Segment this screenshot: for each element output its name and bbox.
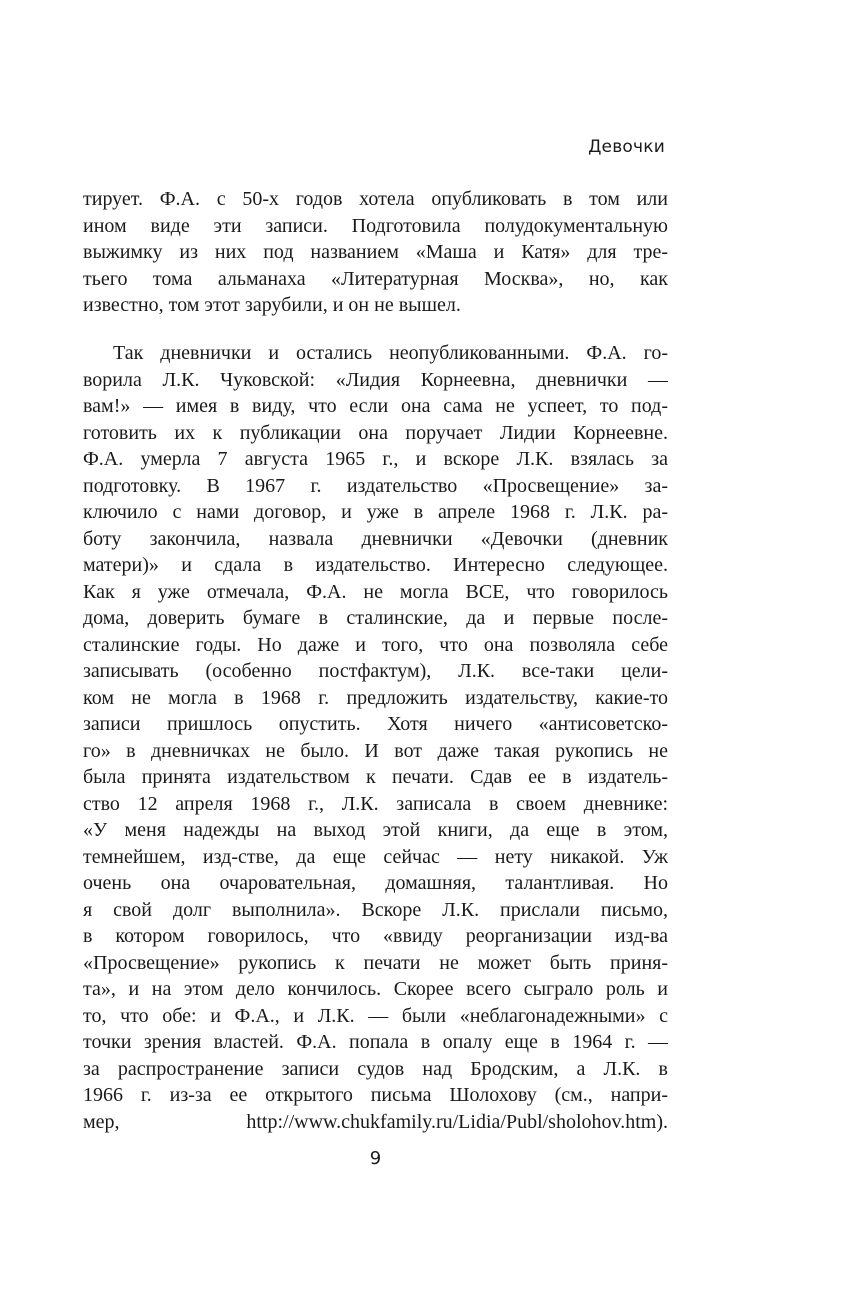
text-line: ком не могла в 1968 г. предложить издательству, какие-то xyxy=(83,686,668,709)
text-line: подготовку. В 1967 г. издательство «Просвещение» за- xyxy=(83,474,668,497)
text-line: го» в дневничках не было. И вот даже такая рукопись не xyxy=(83,739,668,762)
text-line: дома, доверить бумаге в сталинские, да и первые после- xyxy=(83,607,668,629)
text-line: Ф.А. умерла 7 августа 1965 г., и вскоре Л.К. взялась за xyxy=(83,448,668,470)
text-line: ство 12 апреля 1968 г., Л.К. записала в своем дневнике: xyxy=(83,792,668,815)
page-number: 9 xyxy=(369,1148,382,1169)
text-line: я свой долг выполнила». Вскоре Л.К. прислали письмо, xyxy=(83,898,668,921)
text-line: мер, http://www.chukfamily.ru/Lidia/Publ/sholohov.htm). xyxy=(83,1110,668,1133)
text-line: «У меня надежды на выход этой книги, да еще в этом, xyxy=(83,819,668,841)
text-line: тьего тома альманаха «Литературная Москва», но, как xyxy=(83,267,668,290)
text-line: за распространение записи судов над Бродским, а Л.К. в xyxy=(83,1057,668,1080)
text-line: темнейшем, изд-стве, да еще сейчас — нету никакой. Уж xyxy=(83,845,668,868)
text-line: Как я уже отмечала, Ф.А. не могла ВСЕ, что говорилось xyxy=(83,580,668,603)
text-line: была принята издательством к печати. Сдав ее в издатель- xyxy=(83,766,668,788)
text-line: ключило с нами договор, и уже в апреле 1968 г. Л.К. ра- xyxy=(83,501,668,523)
text-line: то, что обе: и Ф.А., и Л.К. — были «неблагонадежными» с xyxy=(83,1004,668,1027)
text-line: выжимку из них под названием «Маша и Катя» для тре- xyxy=(83,241,668,263)
text-line: известно, том этот зарубили, и он не вышел. xyxy=(83,294,461,316)
text-line: Так дневнички и остались неопубликованными. Ф.А. го- xyxy=(113,342,668,364)
text-line: в котором говорилось, что «ввиду реорганизации изд-ва xyxy=(83,925,668,947)
text-line: матери)» и сдала в издательство. Интересно следующее. xyxy=(83,554,668,576)
paragraph-1 xyxy=(83,186,668,319)
paragraph-2 xyxy=(83,340,668,1135)
text-line: точки зрения властей. Ф.А. попала в опалу еще в 1964 г. — xyxy=(83,1031,668,1053)
text-line: тирует. Ф.А. с 50-х годов хотела опубликовать в том или xyxy=(83,188,668,210)
text-line: та», и на этом дело кончилось. Скорее всего сыграло роль и xyxy=(83,978,668,1000)
text-line: ином виде эти записи. Подготовила полудокументальную xyxy=(83,214,668,237)
text-line: готовить их к публикации она поручает Лидии Корнеевне. xyxy=(83,421,668,444)
text-line: записи пришлось опустить. Хотя ничего «антисоветско- xyxy=(83,713,668,735)
text-line: записывать (особенно постфактум), Л.К. все-таки цели- xyxy=(83,660,668,682)
text-line: боту закончила, назвала дневнички «Девочки (дневник xyxy=(83,527,668,550)
text-line: вам!» — имея в виду, что если она сама не успеет, то под- xyxy=(83,395,668,417)
text-line: сталинские годы. Но даже и того, что она позволяла себе xyxy=(83,633,668,656)
text-line: 1966 г. из-за ее открытого письма Шолохову (см., напри- xyxy=(83,1084,668,1106)
text-line: ворила Л.К. Чуковской: «Лидия Корнеевна, дневнички — xyxy=(83,368,668,391)
text-line: очень она очаровательная, домашняя, талантливая. Но xyxy=(83,872,668,894)
running-header: Девочки xyxy=(588,137,665,157)
text-line: «Просвещение» рукопись к печати не может быть приня- xyxy=(83,951,668,974)
